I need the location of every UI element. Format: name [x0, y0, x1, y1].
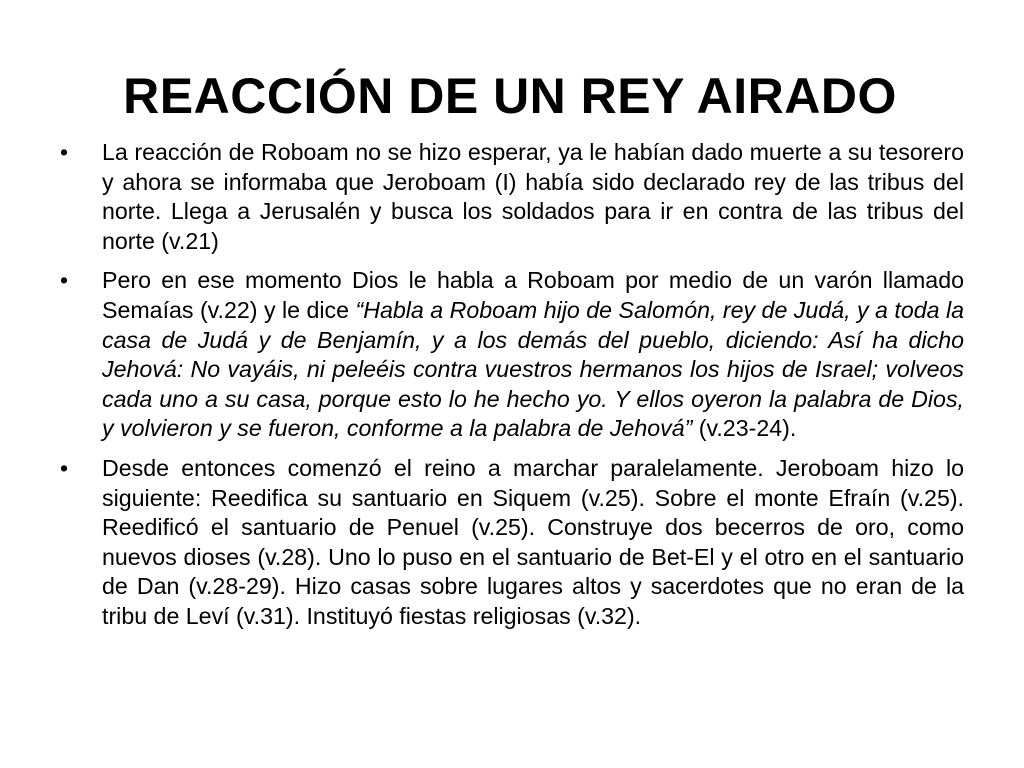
bullet-text: Pero en ese momento Dios le habla a Roboam por medio de un varón llamado Semaías (v.22) y le dice: [102, 267, 964, 323]
bullet-text: Desde entonces comenzó el reino a marchar paralelamente. Jeroboam hizo lo siguiente: Reedifica su santuario en Siquem (v.25). Sobre el monte Efraín (v.25). Reedificó el santuario de Penuel (v.25). Construye dos becerros de oro, como nuevos dioses (v.28). Uno lo puso en el santuario de Bet-El y el otro en el santuario de Dan (v.28-29). Hizo casas sobre lugares altos y sacerdotes que no eran de la tribu de Leví (v.31). Instituyó fiestas religiosas (v.32).: [102, 454, 964, 629]
slide-title: REACCIÓN DE UN REY AIRADO: [123, 68, 897, 124]
bullet-item: [60, 138, 964, 256]
bullet-text: La reacción de Roboam no se hizo esperar, ya le habían dado muerte a su tesorero y ahora se informaba que Jeroboam (I) había sido declarado rey de las tribus del norte. Llega a Jerusalén y busca los soldados para ir en contra de las tribus del norte (v.21): [102, 139, 964, 254]
bullet-item: [60, 454, 964, 632]
bullet-reference: (v.23-24).: [692, 415, 797, 442]
bullet-quote: “Habla a Roboam hijo de Salomón, rey de Judá, y a toda la casa de Judá y de Benjamín, y a los demás del pueblo, diciendo: Así ha dicho Jehová: No vayáis, ni peleéis contra vuestros hermanos los hijos de Israel; volveos cada uno a su casa, porque esto lo he hecho yo. Y ellos oyeron la palabra de Dios, y volvieron y se fueron, conforme a la palabra de Jehová”: [102, 296, 964, 442]
bullet-dot-icon: •: [60, 139, 69, 165]
bullet-list: [60, 138, 964, 642]
bullet-dot-icon: •: [60, 267, 69, 294]
bullet-dot-icon: •: [60, 454, 69, 481]
bullet-item: [60, 266, 964, 444]
